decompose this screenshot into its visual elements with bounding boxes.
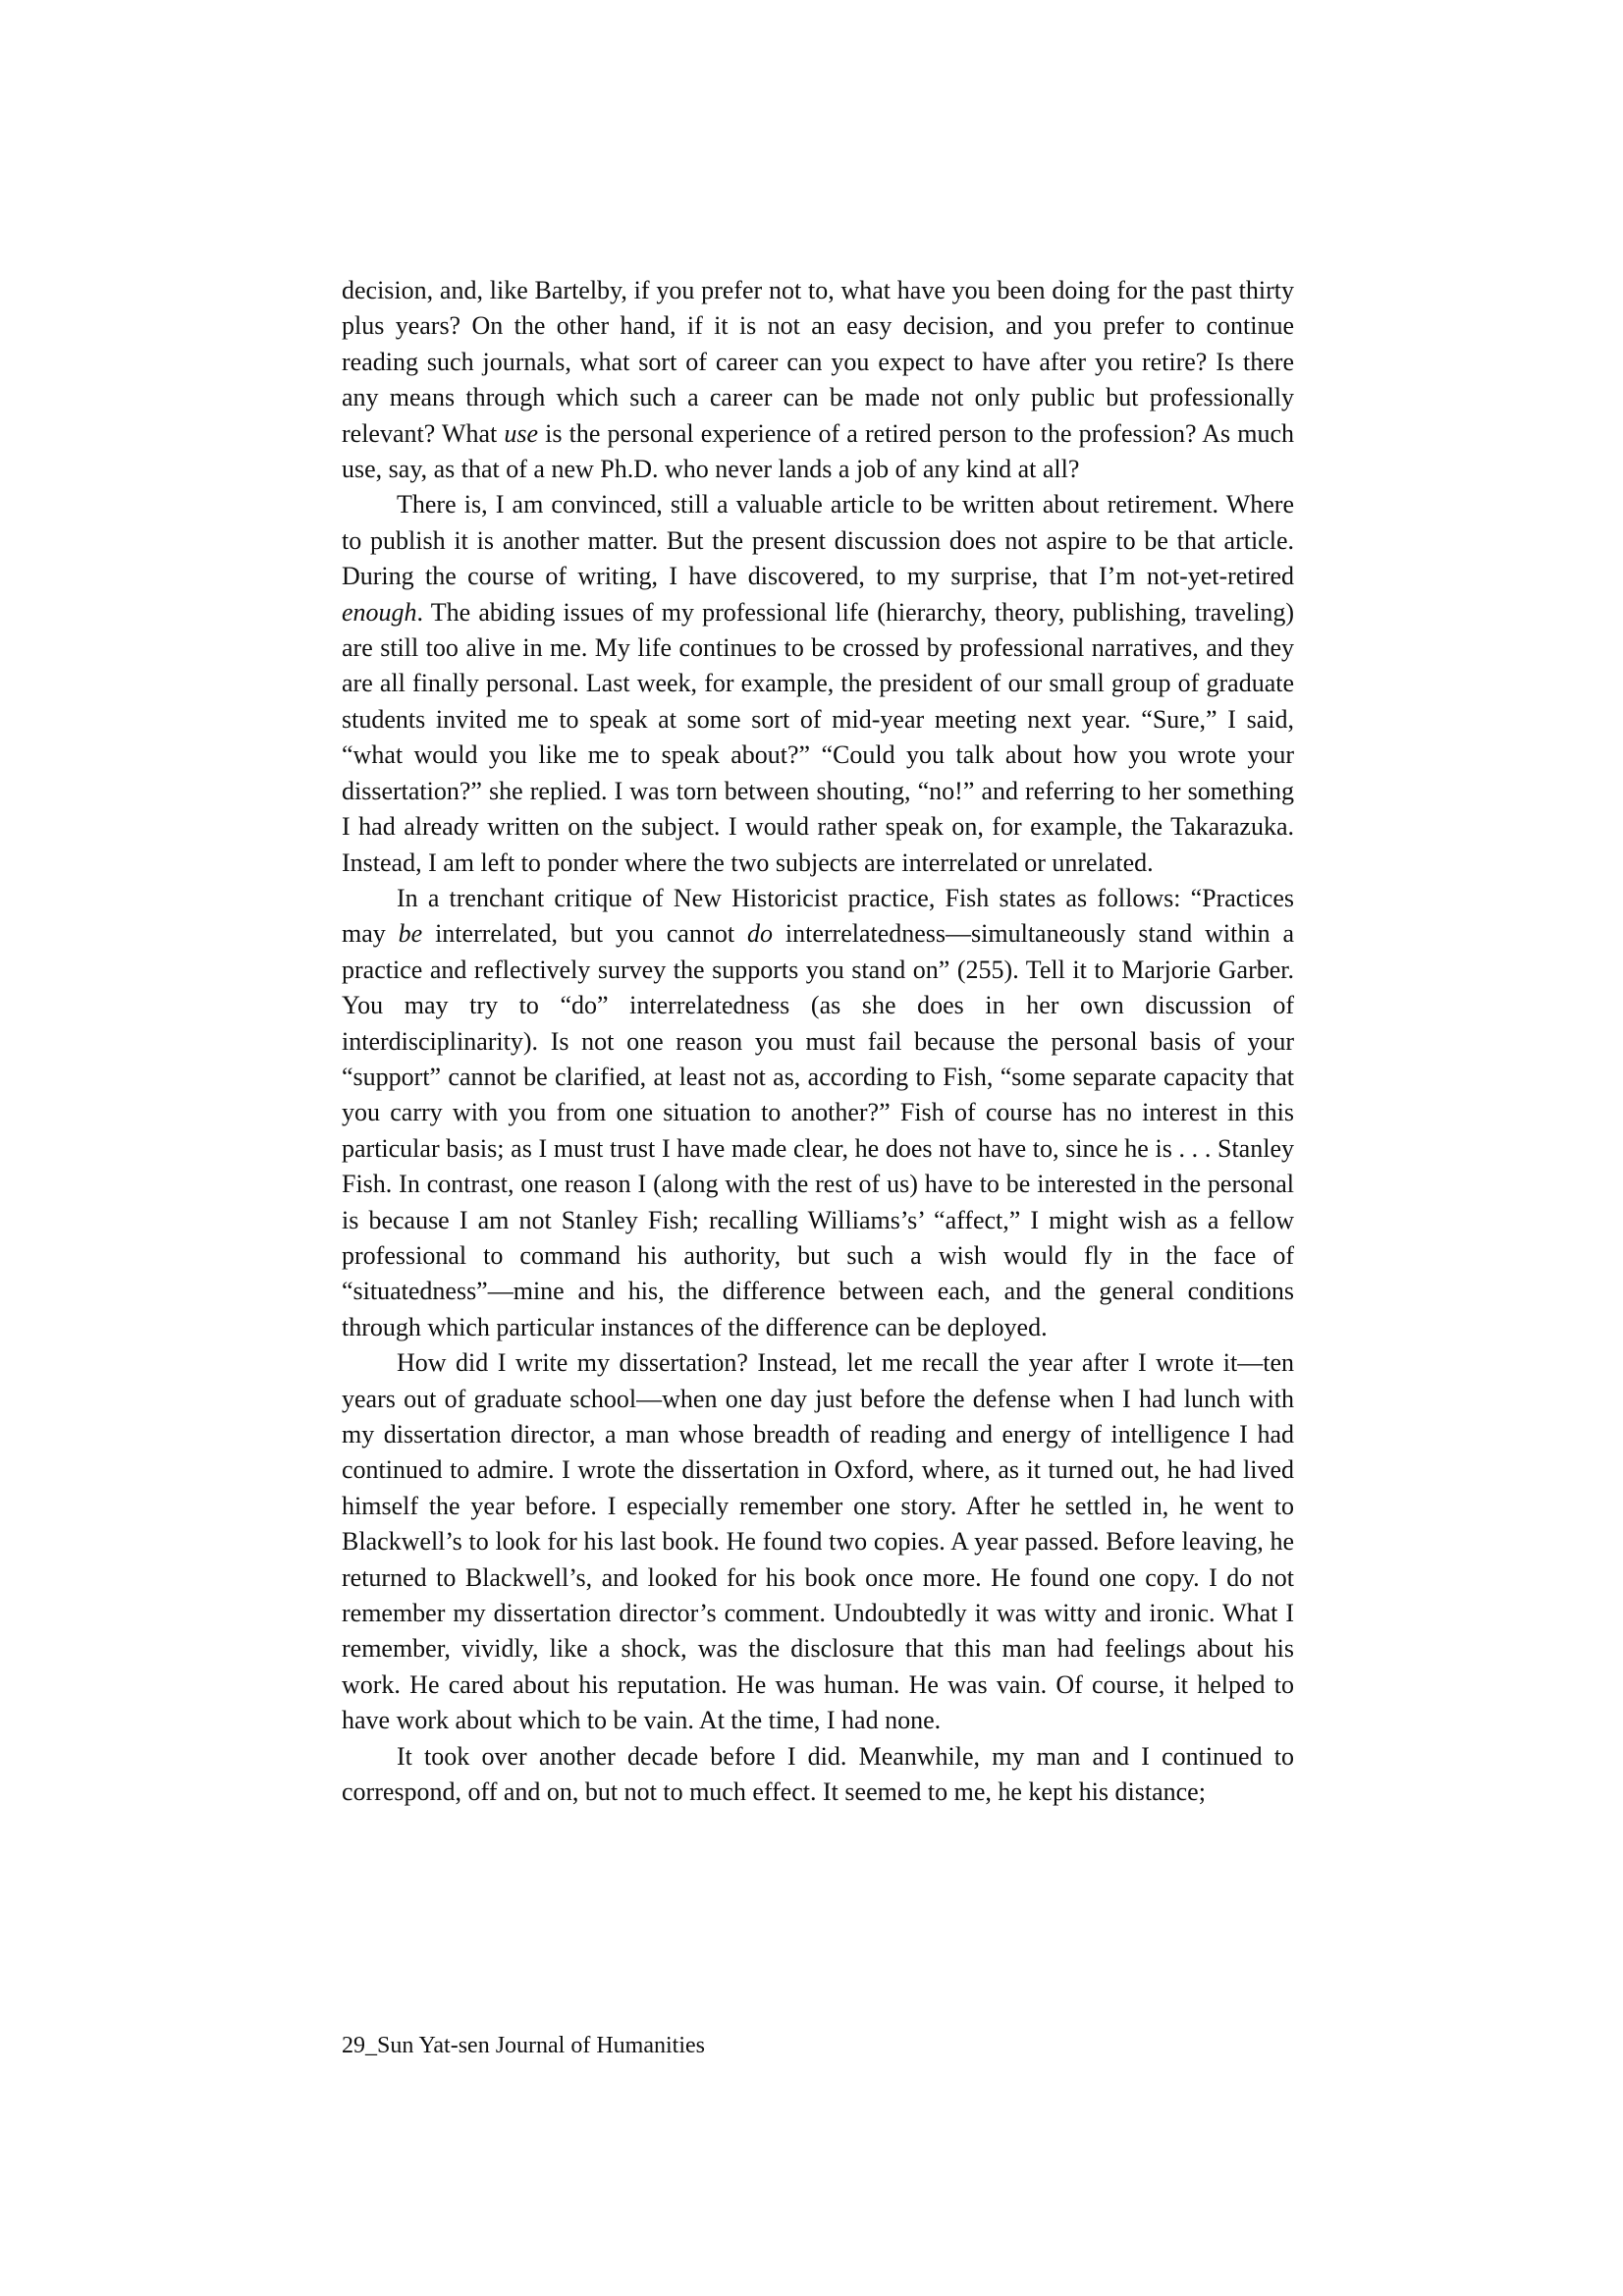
paragraph-3-text-b: interrelated, but you cannot: [422, 919, 748, 949]
paragraph-2: [342, 487, 1294, 880]
paragraph-1: [342, 273, 1294, 487]
paragraph-3: [342, 881, 1294, 1345]
paragraph-2-emphasis-enough: enough: [342, 597, 417, 627]
paragraph-3-text-c: interrelatedness—simultaneously stand within a practice and reflectively survey the supports you stand on” (255). Tell it to Marjorie Garber. You may try to “do” interrelatedness (as she does in her own discussion of interdisciplinarity). Is not one reason you must fail because the personal basis of your “support” cannot be clarified, at least not as, according to Fish, “some separate capacity that you carry with you from one situation to another?” Fish of course has no interest in this particular basis; as I must trust I have made clear, he does not have to, since he is . . . Stanley Fish. In contrast, one reason I (along with the rest of us) have to be interested in the personal is because I am not Stanley Fish; recalling Williams’s’ “affect,” I might wish as a fellow professional to command his authority, but such a wish would fly in the face of “situatedness”—mine and his, the difference between each, and the general conditions through which particular instances of the difference can be deployed.: [342, 919, 1294, 1341]
paragraph-3-text-a: In a trenchant critique of New Historicist practice, Fish states as follows: “Practices may: [342, 883, 1294, 949]
paragraph-3-emphasis-do: do: [747, 919, 774, 949]
paragraph-1-emphasis-use: use: [504, 418, 539, 448]
paragraph-1-text-b: is the personal experience of a retired person to the profession? As much use, say, as that of a new Ph.D. who never lands a job of any kind at all?: [342, 418, 1294, 484]
paragraph-5: It took over another decade before I did. Meanwhile, my man and I continued to correspond, off and on, but not to much effect. It seemed to me, he kept his distance;: [342, 1741, 1294, 1807]
page-footer: 29_Sun Yat-sen Journal of Humanities: [342, 2033, 705, 2058]
paragraph-2-text-a: There is, I am convinced, still a valuable article to be written about retirement. Where to publish it is another matter. But the present discussion does not aspire to be that article. During the course of writing, I have discovered, to my surprise, that I’m not-yet-retired: [342, 490, 1294, 591]
body-text: [342, 273, 1294, 1810]
paragraph-2-text-b: . The abiding issues of my professional life (hierarchy, theory, publishing, traveling) are still too alive in me. My life continues to be crossed by professional narratives, and they are all finally personal. Last week, for example, the president of our small group of graduate students invited me to speak at some sort of mid-year meeting next year. “Sure,” I said, “what would you like me to speak about?” “Could you talk about how you wrote your dissertation?” she replied. I was torn between shouting, “no!” and referring to her something I had already written on the subject. I would rather speak on, for example, the Takarazuka. Instead, I am left to ponder where the two subjects are interrelated or unrelated.: [342, 597, 1294, 877]
paragraph-1-text-a: decision, and, like Bartelby, if you prefer not to, what have you been doing for the past thirty plus years? On the other hand, if it is not an easy decision, and you prefer to continue reading such journals, what sort of career can you expect to have after you retire? Is there any means through which such a career can be made not only public but professionally relevant? What: [342, 276, 1294, 448]
paragraph-3-emphasis-be: be: [398, 919, 423, 949]
paragraph-4: How did I write my dissertation? Instead, let me recall the year after I wrote it—ten years out of graduate school—when one day just before the defense when I had lunch with my dissertation director, a man whose breadth of reading and energy of intelligence I had continued to admire. I wrote the dissertation in Oxford, where, as it turned out, he had lived himself the year before. I especially remember one story. After he settled in, he went to Blackwell’s to look for his last book. He found two copies. A year passed. Before leaving, he returned to Blackwell’s, and looked for his book once more. He found one copy. I do not remember my dissertation director’s comment. Undoubtedly it was witty and ironic. What I remember, vividly, like a shock, was the disclosure that this man had feelings about his work. He cared about his reputation. He was human. He was vain. Of course, it helped to have work about which to be vain. At the time, I had none.: [342, 1348, 1294, 1735]
